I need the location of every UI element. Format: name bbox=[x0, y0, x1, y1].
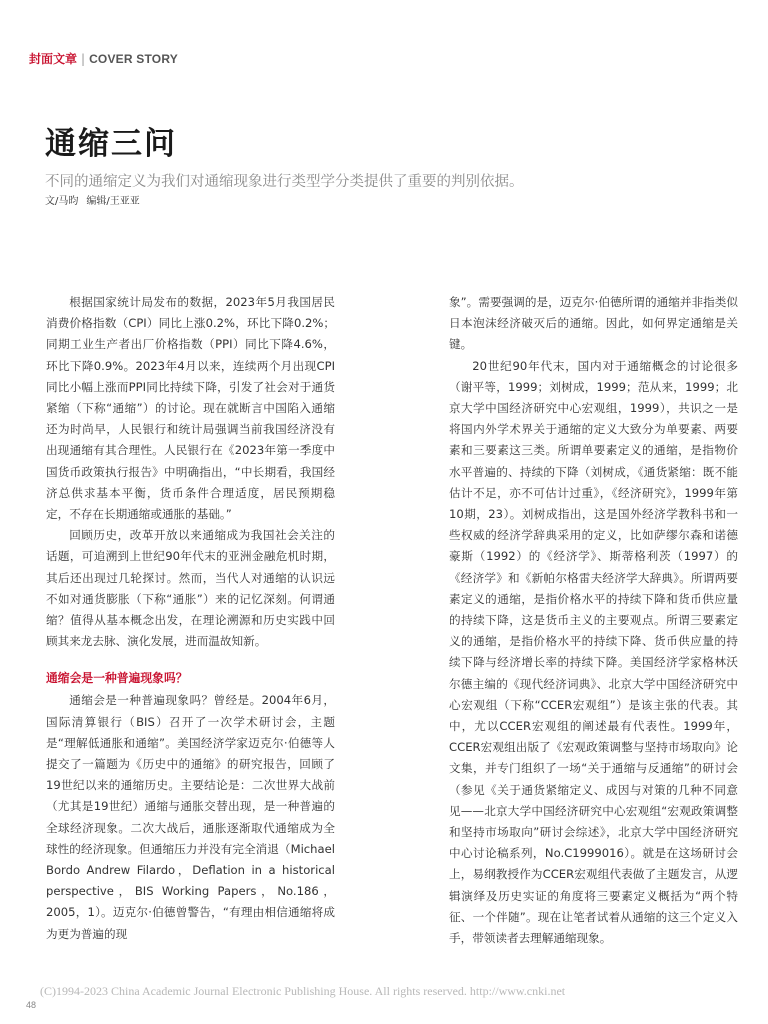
paragraph: 通缩会是一种普遍现象吗？曾经是。2004年6月，国际清算银行（BIS）召开了一次学术研讨会，主题是“理解低通胀和通缩”。美国经济学家迈克尔·伯德等人提交了一篇题为《历史中的通缩》的研究报告，回顾了19世纪以来的通缩历史。主要结论是：二次世界大战前（尤其是19世纪）通缩与通胀交替出现，是一种普遍的全球经济现象。二次大战后，通胀逐渐取代通缩成为全球性的经济现象。但通缩压力并没有完全消退（Michael Bordo Andrew Filardo，Deflation in a historical perspective，BIS Working Papers，No.186，2005，1）。迈克尔·伯德曾警告，“有理由相信通缩将成为更为普遍的现 bbox=[46, 693, 335, 941]
paragraph: 回顾历史，改革开放以来通缩成为我国社会关注的话题，可追溯到上世纪90年代末的亚洲金融危机时期，其后还出现过几轮探讨。然而，当代人对通缩的认识远不如对通货膨胀（下称“通胀”）来的记忆深刻。何谓通缩？值得从基本概念出发，在理论溯源和历史实践中回顾其来龙去脉、演化发展，进而温故知新。 bbox=[46, 528, 335, 649]
copyright-notice: (C)1994-2023 China Academic Journal Electronic Publishing House. All rights reserved. http://www.cnki.net bbox=[40, 984, 566, 998]
article-title: 通缩三问 bbox=[45, 126, 177, 162]
author: 文/马昀 bbox=[45, 196, 79, 207]
article-subtitle: 不同的通缩定义为我们对通缩现象进行类型学分类提供了重要的判别依据。 bbox=[45, 174, 524, 190]
section-heading: 通缩会是一种普遍现象吗？ bbox=[46, 671, 188, 686]
section-label-en: COVER STORY bbox=[89, 52, 178, 66]
paragraph-continued: 象”。需要强调的是，迈克尔·伯德所谓的通缩并非指类似日本泡沫经济破灭后的通缩。因此，如何界定通缩是关键。 bbox=[449, 295, 738, 352]
section-separator: | bbox=[81, 52, 86, 66]
paragraph: 20世纪90年代末，国内对于通缩概念的讨论很多（谢平等，1999；刘树成，1999；范从来，1999；北京大学中国经济研究中心宏观组，1999），共识之一是将国内外学术界关于通缩的定义大致分为单要素、两要素和三要素这三类。所谓单要素定义的通缩，是指物价水平普遍的、持续的下降（刘树成，《通货紧缩：既不能估计不足，亦不可估计过重》，《经济研究》，1999年第10期，23）。刘树成指出，这是国外经济学教科书和一些权威的经济学辞典采用的定义，比如萨缪尔森和诺德豪斯（1992）的《经济学》、斯蒂格利茨（1997）的《经济学》和《新帕尔格雷夫经济学大辞典》。所谓两要素定义的通缩，是指价格水平的持续下降和货币供应量的持续下降，这是货币主义的主要观点。所谓三要素定义的通缩，是指价格水平的持续下降、货币供应量的持续下降与经济增长率的持续下降。美国经济学家格林沃尔德主编的《现代经济词典》、北京大学中国经济研究中心宏观组（下称“CCER宏观组”）是该主张的代表。其中，尤以CCER宏观组的阐述最有代表性。1999年，CCER宏观组出版了《宏观政策调整与坚持市场取向》论文集，并专门组织了一场“关于通缩与反通缩”的研讨会（参见《关于通货紧缩定义、成因与对策的几种不同意见——北京大学中国经济研究中心宏观组“宏观政策调整和坚持市场取向”研讨会综述》，北京大学中国经济研究中心讨论稿系列，No.C1999016）。就是在这场研讨会上，易纲教授作为CCER宏观组代表做了主题发言，从逻辑演绎及历史实证的角度将三要素定义概括为“两个特征、一个伴随”。现在让笔者试着从通缩的这三个定义入手，带领读者去理解通缩现象。 bbox=[449, 358, 738, 946]
right-column bbox=[449, 292, 738, 949]
paragraph: 根据国家统计局发布的数据，2023年5月我国居民消费价格指数（CPI）同比上涨0.2%，环比下降0.2%；同期工业生产者出厂价格指数（PPI）同比下降4.6%，环比下降0.9%。2023年4月以来，连续两个月出现CPI同比小幅上涨而PPI同比持续下降，引发了社会对于通货紧缩（下称“通缩”）的讨论。现在就断言中国陷入通缩还为时尚早，人民银行和统计局强调当前我国经济没有出现通缩有其合理性。人民银行在《2023年第一季度中国货币政策执行报告》中明确指出，“中长期看，我国经济总供求基本平衡，货币条件合理适度，居民预期稳定，不存在长期通缩或通胀的基础。” bbox=[46, 295, 335, 522]
editor: 编辑/王亚亚 bbox=[86, 196, 140, 207]
byline bbox=[45, 195, 140, 209]
section-label-cn: 封面文章 bbox=[29, 52, 78, 66]
section-tag bbox=[29, 51, 178, 67]
page-number: 48 bbox=[26, 1000, 37, 1010]
left-column bbox=[46, 292, 335, 945]
